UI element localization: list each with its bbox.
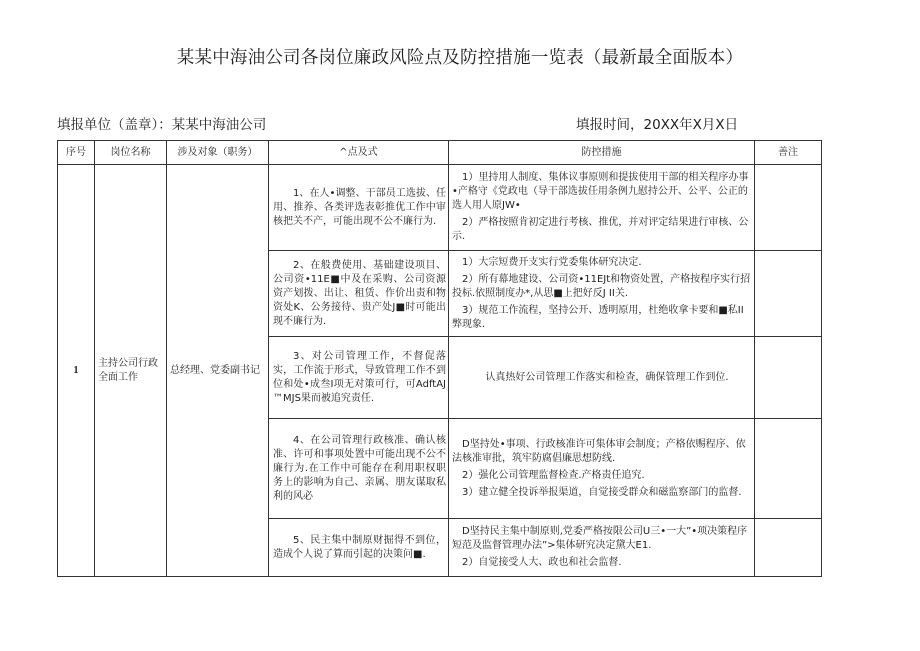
measure-5-1: D坚持民主集中制原则,党委严格按限公司U三•一大”•项决策程序短范及监督管理办法”>集体研究决定黛大E1.	[452, 526, 748, 551]
header-risk: ^点及式	[269, 141, 449, 165]
measures-2	[449, 251, 755, 337]
filing-unit: 填报单位（盖章）：某某中海油公司	[57, 117, 267, 133]
measure-4-1: D坚持处•事项、行政核准许可集体审会制度；产格依赐程序、依法核准审批，筑牢防腐倡廉思想防线.	[452, 438, 746, 464]
risk-text-4: 4、在公司管理行政核准、确认核准、许可和事项处置中可能出现不公不廉行为.在工作中可能存在利用职权职务上的影响为自己、亲属、朋友谋取私利的风必	[273, 434, 446, 502]
header-no: 序号	[58, 141, 95, 165]
position-name: 主持公司行政全面工作	[95, 165, 167, 577]
risk-point-3	[269, 337, 449, 419]
measures-5	[449, 519, 755, 577]
risk-point-1	[269, 165, 449, 251]
header-involved: 涉及对象（职务）	[167, 141, 269, 165]
measure-1-1: 1）里持用人制度、集体议事原则和提拔使用干部的相关程序办事•产格守《党政电（导干部选拔任用条例九慰持公开、公平、公正的选人用人原JW•	[452, 172, 749, 211]
risk-point-2	[269, 251, 449, 337]
measures-4	[449, 419, 755, 519]
measure-3-1: 认真热好公司管理工作落实和检查，确保管理工作到位.	[485, 371, 729, 383]
measure-2-1: 1）大宗短费开支实行党委集体研究决定.	[462, 256, 642, 268]
risk-text-3: 3、对公司管理工作，不督促落实，工作流于形式，导致管理工作不到位和处•成叁I项无对策可行，可AdftAJ™MJS果而被追究责任.	[273, 350, 446, 404]
table-row	[58, 165, 822, 251]
header-measures: 防控措施	[449, 141, 755, 165]
row-number: 1	[58, 165, 95, 577]
risk-table	[57, 140, 822, 577]
risk-point-4	[269, 419, 449, 519]
measure-5-2: 2）自觉接受人大、政也和社会监督.	[462, 557, 622, 568]
header-position: 岗位名称	[95, 141, 167, 165]
remarks-5	[755, 519, 822, 577]
measure-4-2: 2）强化公司管理监督检查.产格责任追究.	[462, 469, 645, 481]
measure-1-2: 2）严格按照肯初定进行考核、推优，并对评定结果进行审核、公示.	[452, 217, 749, 242]
document-title: 某某中海油公司各岗位廉政风险点及防控措施一览表（最新最全面版本）	[176, 48, 744, 68]
remarks-3	[755, 337, 822, 419]
remarks-4	[755, 419, 822, 519]
remarks-2	[755, 251, 822, 337]
risk-point-5	[269, 519, 449, 577]
involved-roles: 总经理、党委副书记	[167, 165, 269, 577]
header-remarks: 善注	[755, 141, 822, 165]
risk-text-5: 5、民主集中制原财掘得不到位，造成个人说了算而引起的决策问■.	[273, 534, 446, 560]
filing-time: 填报时间，20XX年X月X日	[576, 117, 739, 133]
measure-2-3: 3）规范工作流程，坚持公开、透明原用，杜绝收拿卡要和■私II弊现象.	[452, 304, 744, 330]
risk-text-2: 2、在般费使用、基础建设项目、公司资•11E■中及在采购、公司资源资产划拨、出让、租赁、作价出责和物资处K、公务接待、贵产处J■时可能出现不廉行为.	[273, 259, 446, 327]
table-header-row	[58, 141, 822, 165]
remarks-1	[755, 165, 822, 251]
measure-4-3: 3）建立健全投诉举报渠道，自觉接受群众和磁监察部门的监督.	[462, 486, 742, 498]
measure-2-2: 2）所有幕地建设、公司资•11EJt和物资处置，产格按程序实行招投标.依照制度办*,从思■上把好反J II关.	[452, 273, 751, 299]
measures-3	[449, 337, 755, 419]
risk-text-1: 1、在人•调整、干部员工选拔、任用、推养、各类评选表彰推优工作中审核把关不产，可能出现不公不廉行为.	[273, 187, 446, 227]
measures-1	[449, 165, 755, 251]
